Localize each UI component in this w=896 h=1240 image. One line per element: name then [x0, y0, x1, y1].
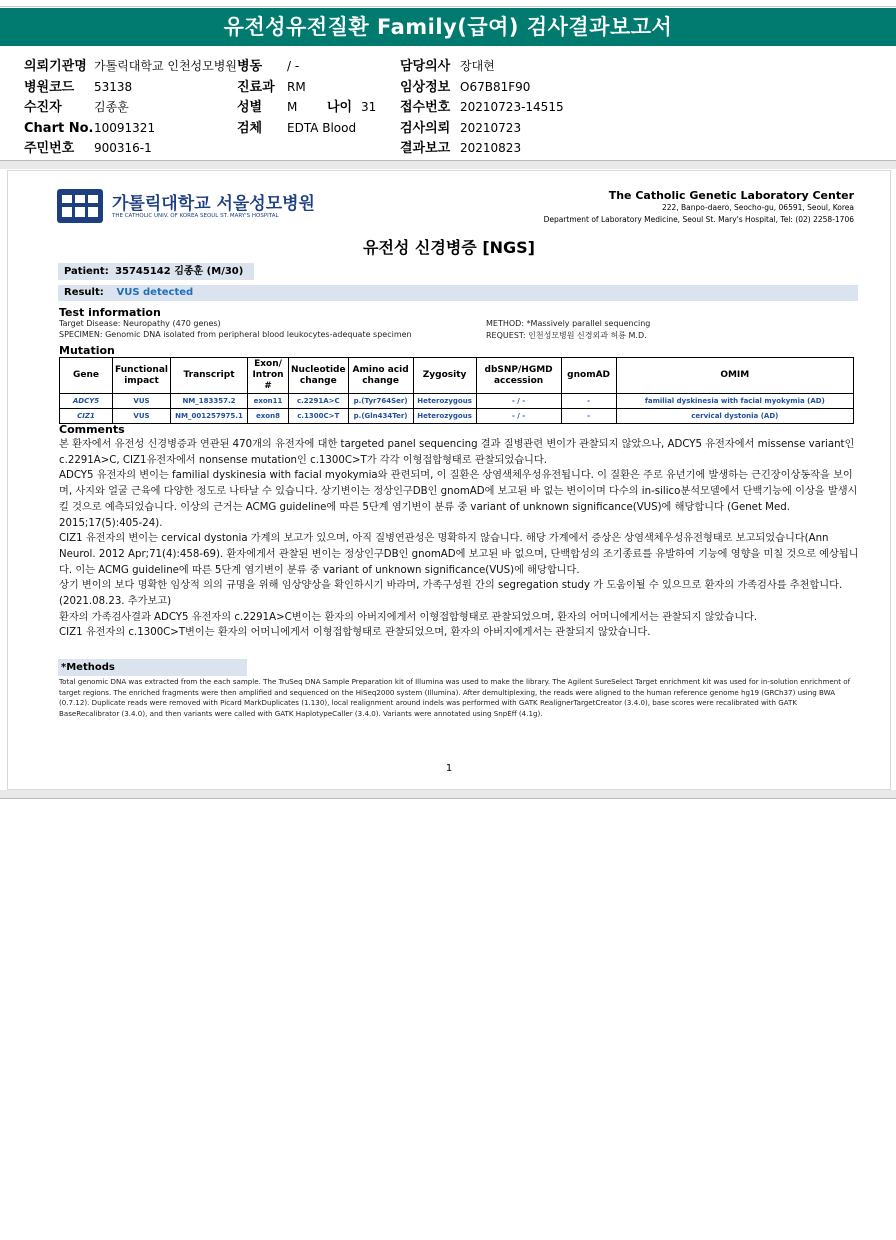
- ssn-label: 주민번호: [24, 141, 75, 156]
- cell-zygosity: Heterozygous: [413, 409, 476, 424]
- ssn-value: 900316-1: [94, 141, 152, 155]
- hospital-name-korean: 가톨릭대학교 서울성모병원: [112, 194, 315, 214]
- specimen-line: SPECIMEN: Genomic DNA isolated from peripheral blood leukocytes-adequate specimen: [59, 330, 412, 339]
- cell-omim: familial dyskinesia with facial myokymia (AD): [616, 394, 853, 409]
- dept-label: 진료과: [237, 79, 275, 95]
- col-gnomad: gnomAD: [561, 358, 616, 394]
- divider-top: [0, 160, 896, 169]
- patient-bar: [58, 263, 254, 280]
- age-label: 나이: [327, 100, 353, 115]
- result-label: Result:: [64, 287, 104, 298]
- patient-value: 김종훈: [94, 100, 129, 114]
- lab-address-1: 222, Banpo-daero, Seocho-gu, 06591, Seoul, Korea: [661, 203, 854, 212]
- patient-label: 수진자: [24, 100, 62, 115]
- cell-transcript: NM_001257975.1: [171, 409, 248, 424]
- method-line: METHOD: *Massively parallel sequencing: [486, 319, 651, 328]
- mutation-table: [59, 357, 854, 424]
- receipt-value: 20210723-14515: [460, 100, 564, 114]
- col-nucleotide: Nucleotide change: [289, 358, 349, 394]
- table-row: [60, 394, 854, 409]
- patient-bar-label: Patient:: [64, 266, 109, 277]
- cell-zygosity: Heterozygous: [413, 394, 476, 409]
- cell-amino-acid: p.(Tyr764Ser): [348, 394, 413, 409]
- cell-dbsnp: - / -: [476, 394, 561, 409]
- lab-name: The Catholic Genetic Laboratory Center: [608, 189, 854, 202]
- hospital-code-label: 병원코드: [24, 79, 75, 95]
- doctor-label: 담당의사: [400, 59, 451, 74]
- meta-column-3: [400, 56, 564, 159]
- report-date-label: 결과보고: [400, 141, 451, 156]
- col-gene: Gene: [60, 358, 113, 394]
- hospital-name-english: THE CATHOLIC UNIV. OF KOREA SEOUL ST. MARY'S HOSPITAL: [112, 213, 279, 219]
- cell-impact: VUS: [113, 394, 171, 409]
- institution-label: 의뢰기관명: [24, 59, 87, 74]
- comment-paragraph: (2021.08.23. 추가보고): [59, 596, 172, 608]
- cell-nucleotide: c.2291A>C: [289, 394, 349, 409]
- ward-value: / -: [287, 59, 300, 73]
- cell-transcript: NM_183357.2: [171, 394, 248, 409]
- result-value: VUS detected: [116, 287, 194, 298]
- mutation-header-row: [60, 358, 854, 394]
- comment-paragraph: CIZ1 유전자의 변이는 cervical dystonia 가계의 보고가 있으며, 아직 질병연관성은 명확하지 않습니다. 해당 가계에서 증상은 상염색체우성유전형태로 보고되었습니다(Ann Neurol. 2012 Apr;71(4):458-69). 환자에게서 관찰된 변이는 정상인구DB인 gnomAD에 보고된 바 없으며, 단백합성의 조기종료를 유발하여 기능에 영향을 미칠 것으로 예상됩니다. 이는 ACMG guideline에 따른 5단계 염기변이 분류 중 variant of unknown significance(VUS)에 해당합니다.: [59, 533, 859, 576]
- comment-paragraph: 본 환자에서 유전성 신경병증과 연관된 470개의 유전자에 대한 targeted panel sequencing 결과 질병관련 변이가 관찰되지 않았으나, ADCY5 유전자에서 missense variant인 c.2291A>C, CIZ1유전자에서 nonsense mutation인 c.1300C>T가 각각 이형접합형태로 관찰되었습니다.: [59, 439, 855, 466]
- age-value: 31: [361, 100, 377, 114]
- institution-value: 가톨릭대학교 인천성모병원: [94, 59, 237, 73]
- cell-gnomad: -: [561, 409, 616, 424]
- cell-gnomad: -: [561, 394, 616, 409]
- meta-column-1: [24, 56, 237, 159]
- clinical-value: O67B81F90: [460, 79, 531, 94]
- request-date-value: 20210723: [460, 120, 522, 135]
- receipt-label: 접수번호: [400, 100, 451, 115]
- result-bar: [58, 285, 858, 301]
- lab-info: [544, 189, 854, 226]
- sex-value: M: [287, 100, 298, 114]
- ward-label: 병동: [237, 59, 263, 74]
- cell-omim: cervical dystonia (AD): [616, 409, 853, 424]
- meta-column-2: [237, 56, 376, 138]
- cell-amino-acid: p.(Gln434Ter): [348, 409, 413, 424]
- cell-exon: exon8: [248, 409, 289, 424]
- report-date-value: 20210823: [460, 141, 522, 155]
- request-line: REQUEST: 인천성모병원 신경외과 허룡 M.D.: [486, 331, 647, 340]
- comments-heading: Comments: [59, 423, 125, 436]
- chart-label: Chart No.: [24, 120, 94, 136]
- mutation-heading: Mutation: [59, 344, 115, 357]
- report-banner-title: 유전성유전질환 Family(급여) 검사결과보고서: [0, 8, 896, 46]
- comment-paragraph: 환자의 가족검사결과 ADCY5 유전자의 c.2291A>C변이는 환자의 아버지에게서 이형접합형태로 관찰되었으며, 환자의 어머니에게서는 관찰되지 않았습니다.: [59, 611, 758, 623]
- top-border: [0, 0, 896, 7]
- col-amino-acid: Amino acid change: [348, 358, 413, 394]
- chart-value: 10091321: [94, 120, 156, 135]
- cell-gene: CIZ1: [60, 409, 113, 424]
- cell-gene: ADCY5: [60, 394, 113, 409]
- comments-body: [59, 437, 859, 641]
- hospital-code-value: 53138: [94, 79, 133, 94]
- dept-value: RM: [287, 79, 306, 94]
- report-title: 유전성 신경병증 [NGS]: [362, 238, 535, 257]
- table-row: [60, 409, 854, 424]
- col-zygosity: Zygosity: [413, 358, 476, 394]
- methods-bar: [58, 659, 247, 676]
- comment-paragraph: 상기 변이의 보다 명확한 임상적 의의 규명을 위해 임상양상을 확인하시기 바라며, 가족구성원 간의 segregation study 가 도움이될 수 있으므로 환자의 가족검사를 추천합니다.: [59, 580, 843, 592]
- request-date-label: 검사의뢰: [400, 120, 451, 136]
- col-exon: Exon/ Intron #: [248, 358, 289, 394]
- col-transcript: Transcript: [171, 358, 248, 394]
- cell-impact: VUS: [113, 409, 171, 424]
- patient-bar-value: 35745142 김종훈 (M/30): [115, 266, 244, 277]
- test-info-heading: Test information: [59, 306, 161, 319]
- clinical-label: 임상정보: [400, 79, 451, 95]
- methods-heading: *Methods: [61, 662, 115, 673]
- col-dbsnp: dbSNP/HGMD accession: [476, 358, 561, 394]
- comment-paragraph: CIZ1 유전자의 c.1300C>T변이는 환자의 어머니에게서 이형접합형태로 관찰되었으며, 환자의 아버지에게서는 관찰되지 않았습니다.: [59, 627, 651, 639]
- report-page: [7, 170, 891, 790]
- hospital-logo-icon: [57, 189, 103, 223]
- lab-address-2: Department of Laboratory Medicine, Seoul St. Mary's Hospital, Tel: (02) 2258-1706: [543, 215, 854, 224]
- specimen-label: 검체: [237, 120, 263, 136]
- target-disease: Target Disease: Neuropathy (470 genes): [59, 319, 221, 328]
- specimen-value: EDTA Blood: [287, 120, 357, 135]
- page-number: 1: [445, 763, 453, 774]
- doctor-value: 장대현: [460, 59, 495, 73]
- cell-nucleotide: c.1300C>T: [289, 409, 349, 424]
- cell-dbsnp: - / -: [476, 409, 561, 424]
- divider-bottom: [0, 790, 896, 799]
- comment-paragraph: ADCY5 유전자의 변이는 familial dyskinesia with facial myokymia와 관련되며, 이 질환은 상염색체우성유전됩니다. 이 질환은 주로 유년기에 발생하는 근긴장이상동작을 보이며, 사지와 얼굴 근육에 다양한 정도로 나타날 수 있습니다. 상기변이는 정상인구DB인 gnomAD에 보고된 바 없는 변이이며 다수의 in-silico분석모델에서 단백기능에 이상을 발생시킬 것으로 예측되었습니다. 이상의 근거는 ACMG guideline에 따른 5단계 염기변이 분류 중 variant of unknown significance(VUS)에 해당합니다 (Genet Med. 2015;17(5):405-24).: [59, 470, 858, 529]
- col-omim: OMIM: [616, 358, 853, 394]
- sex-label: 성별: [237, 100, 263, 115]
- cell-exon: exon11: [248, 394, 289, 409]
- methods-text: Total genomic DNA was extracted from the each sample. The TruSeq DNA Sample Preparation kit of Illumina was used to make the library. The Agilent SureSelect Target enrichment kit was used for in-solution enrichment of target regions. The enriched fragments were then amplified and sequenced on the HiSeq2000 system (Illumina). After demultiplexing, the reads were aligned to the human reference genome hg19 (GRCh37) using BWA (0.7.12). Duplicate reads were removed with Picard MarkDuplicates (1.130), local realignment around indels was performed with GATK RealignerTargetCreator (3.4.0), base scores were recalibrated with GATK BaseRecalibrator (3.4.0), and then variants were called with GATK HaplotypeCaller (3.4.0). Variants were annotated using SnpEff (4.1g).: [59, 677, 851, 718]
- col-impact: Functional impact: [113, 358, 171, 394]
